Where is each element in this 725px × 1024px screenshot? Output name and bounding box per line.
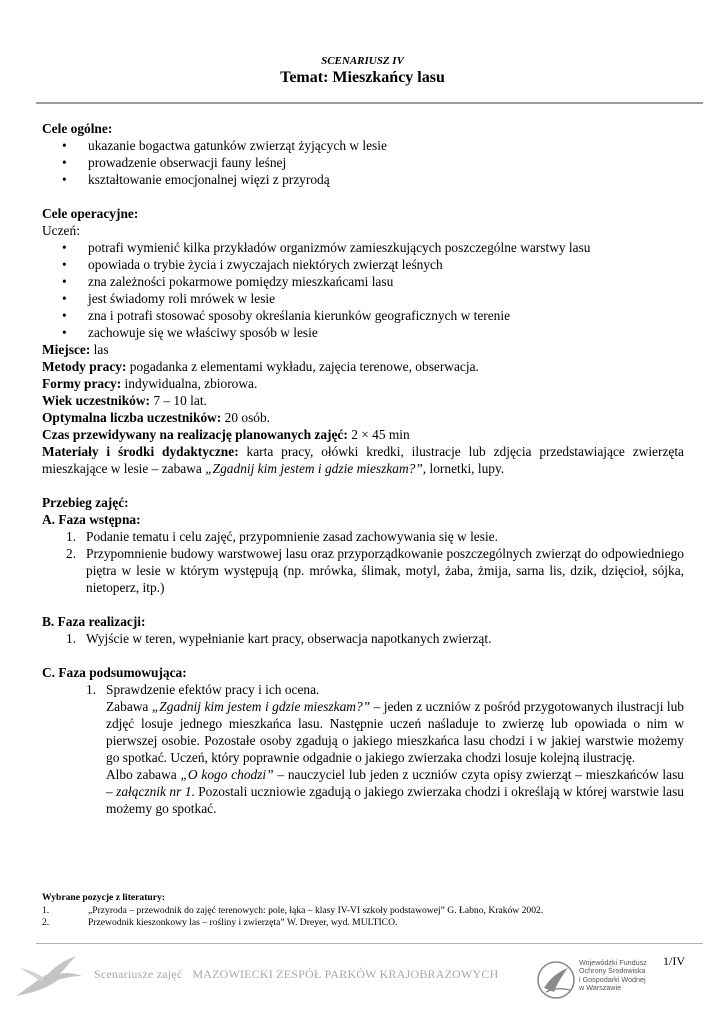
phase-a-heading: A. Faza wstępna: [42, 512, 141, 527]
group-size-row [42, 409, 684, 426]
list-item [42, 917, 682, 930]
header-divider [36, 102, 703, 104]
bird-logo-icon [14, 952, 84, 1000]
materials-row [42, 443, 684, 477]
general-goals-list [42, 137, 684, 188]
scenario-number: SCENARIUSZ IV [321, 55, 404, 67]
phase-c-game2 [106, 766, 684, 817]
list-item: • opowiada o trybie życia i zwyczajach niektórych zwierząt leśnych [42, 256, 684, 273]
list-item: • prowadzenie obserwacji fauny leśnej [42, 154, 684, 171]
time-label: Czas przewidywany na realizację planowanych zajęć: [42, 427, 348, 442]
item-text: „Przyroda – przewodnik do zajęć terenowych: pole, łąka – klasy IV-VI szkoły podstawowej” G. Łabno, Kraków 2002. [88, 904, 544, 916]
attachment-reference: załącznik nr 1 [116, 784, 192, 799]
footer-organization: MAZOWIECKI ZESPÓŁ PARKÓW KRAJOBRAZOWYCH [192, 967, 499, 981]
document-header [0, 55, 725, 87]
list-item: • zna zależności pokarmowe pomiędzy mieszkańcami lasu [42, 273, 684, 290]
phase-c-heading: C. Faza podsumowująca: [42, 665, 187, 680]
time-value: 2 × 45 min [347, 427, 410, 442]
phase-c-game1 [106, 698, 684, 766]
group-size-value: 20 osób. [221, 410, 271, 425]
game1-intro: Zabawa [106, 699, 152, 714]
fund-line: Ochrony Środowiska [579, 966, 646, 976]
place-value: las [90, 342, 109, 357]
methods-value: pogadanka z elementami wykładu, zajęcia terenowe, obserwacja. [126, 359, 479, 374]
list-item [42, 545, 684, 596]
item-number: 1. [86, 682, 97, 697]
item-number: 2. [42, 917, 50, 928]
course-heading: Przebieg zajęć: [42, 495, 129, 510]
phase-b-heading: B. Faza realizacji: [42, 614, 146, 629]
fund-line: i Gospodarki Wodnej [579, 974, 646, 984]
list-item [42, 630, 684, 647]
list-item: • jest świadomy roli mrówek w lesie [42, 290, 684, 307]
item-number: 2. [66, 546, 77, 561]
game2-description: – nauczyciel lub jeden z uczniów czyta opisy zwierząt – mieszkańców lasu – [106, 767, 684, 799]
document-body [42, 120, 684, 817]
age-label: Wiek uczestników: [42, 393, 150, 408]
operational-goals-intro: Uczeń: [42, 223, 80, 238]
footer-series: Scenariusze zajęć [94, 967, 183, 981]
list-item [42, 528, 684, 545]
methods-label: Metody pracy: [42, 359, 127, 374]
item-number: 1. [66, 631, 77, 646]
materials-value: karta pracy, ołówki kredki, ilustracje lub zdjęcia przedstawiające zwierzęta mieszkające w lesie – zabawa [42, 444, 684, 476]
age-row [42, 392, 684, 409]
general-goals-heading: Cele ogólne: [42, 121, 113, 136]
materials-value-end: lornetki, lupy. [426, 461, 505, 476]
forms-label: Formy pracy: [42, 376, 122, 391]
game2-title: „O kogo chodzi” [180, 767, 274, 782]
item-number: 1. [42, 904, 50, 916]
place-row [42, 341, 684, 358]
item-text: Przewodnik kieszonkowy las – rośliny i zwierzęta” W. Dreyer, wyd. MULTICO. [88, 917, 398, 928]
game1-description: – jeden z uczniów z pośród przygotowanych ilustracji lub zdjęć losuje jednego mieszkańca lasu. Następnie uczeń naśladuje to zwierzę lub opowiada o nim w pierwszej osobie. Pozostałe osoby zgadują o jakiego mieszkańca lasu chodzi i w jakiej warstwie możemy go spotkać. Uczeń, który poprawnie odgadnie o jakiego zwierzaka chodzi losuje kolejną ilustrację. [106, 699, 685, 765]
game2-description-end: . Pozostali uczniowie zgadują o jakiego zwierzaka chodzi i określają w której warstwie lasu możemy go spotkać. [106, 784, 684, 816]
item-text: Podanie tematu i celu zajęć, przypomnienie zasad zachowywania się w lesie. [86, 529, 498, 544]
list-item: • ukazanie bogactwa gatunków zwierząt żyjących w lesie [42, 137, 684, 154]
list-item: • zna i potrafi stosować sposoby określania kierunków geograficznych w terenie [42, 307, 684, 324]
item-text: Wyjście w teren, wypełnianie kart pracy, obserwacja napotkanych zwierząt. [86, 631, 492, 646]
phase-b-list [42, 630, 684, 647]
list-item [42, 905, 682, 918]
page-number: 1/IV [663, 954, 685, 968]
list-item: • kształtowanie emocjonalnej więzi z przyrodą [42, 171, 684, 188]
age-value: 7 – 10 lat. [150, 393, 207, 408]
fund-line: w Warszawie [579, 983, 622, 993]
literature-list [42, 905, 682, 930]
phase-c-item [42, 681, 684, 817]
forms-row [42, 375, 684, 392]
list-item: • zachowuje się we właściwy sposób w lesie [42, 324, 684, 341]
footer-text [94, 967, 499, 982]
phase-a-list [42, 528, 684, 596]
materials-label: Materiały i środki dydaktyczne: [42, 444, 239, 459]
game1-title: „Zgadnij kim jestem i gdzie mieszkam?” [151, 699, 371, 714]
fund-logo-icon [536, 958, 576, 1002]
game2-intro: Albo zabawa [106, 767, 181, 782]
group-size-label: Optymalna liczba uczestników: [42, 410, 222, 425]
literature-section [42, 892, 682, 930]
materials-game-title: „Zgadnij kim jestem i gdzie mieszkam?”, [205, 461, 427, 476]
fund-line: Wojewódzki Fundusz [579, 958, 647, 967]
page-title: Temat: Mieszkańcy lasu [280, 69, 445, 86]
fund-name [579, 959, 647, 993]
operational-goals-list [42, 239, 684, 341]
place-label: Miejsce: [42, 342, 91, 357]
literature-heading: Wybrane pozycje z literatury: [42, 892, 165, 903]
methods-row [42, 358, 684, 375]
operational-goals-heading: Cele operacyjne: [42, 206, 139, 221]
item-text: Przypomnienie budowy warstwowej lasu oraz przyporządkowanie poszczególnych zwierząt do odpowiedniego piętra w lesie w którym występują (np. mrówka, ślimak, motyl, żaba, żmija, sarna lis, dzik, dzięcioł, sójka, nietoperz, itp.) [86, 546, 684, 595]
footer-divider [36, 943, 703, 944]
phase-c-line1: Sprawdzenie efektów pracy i ich ocena. [106, 682, 320, 697]
list-item: • potrafi wymienić kilka przykładów organizmów zamieszkujących poszczególne warstwy lasu [42, 239, 684, 256]
forms-value: indywidualna, zbiorowa. [121, 376, 258, 391]
item-number: 1. [66, 529, 77, 544]
time-row [42, 426, 684, 443]
